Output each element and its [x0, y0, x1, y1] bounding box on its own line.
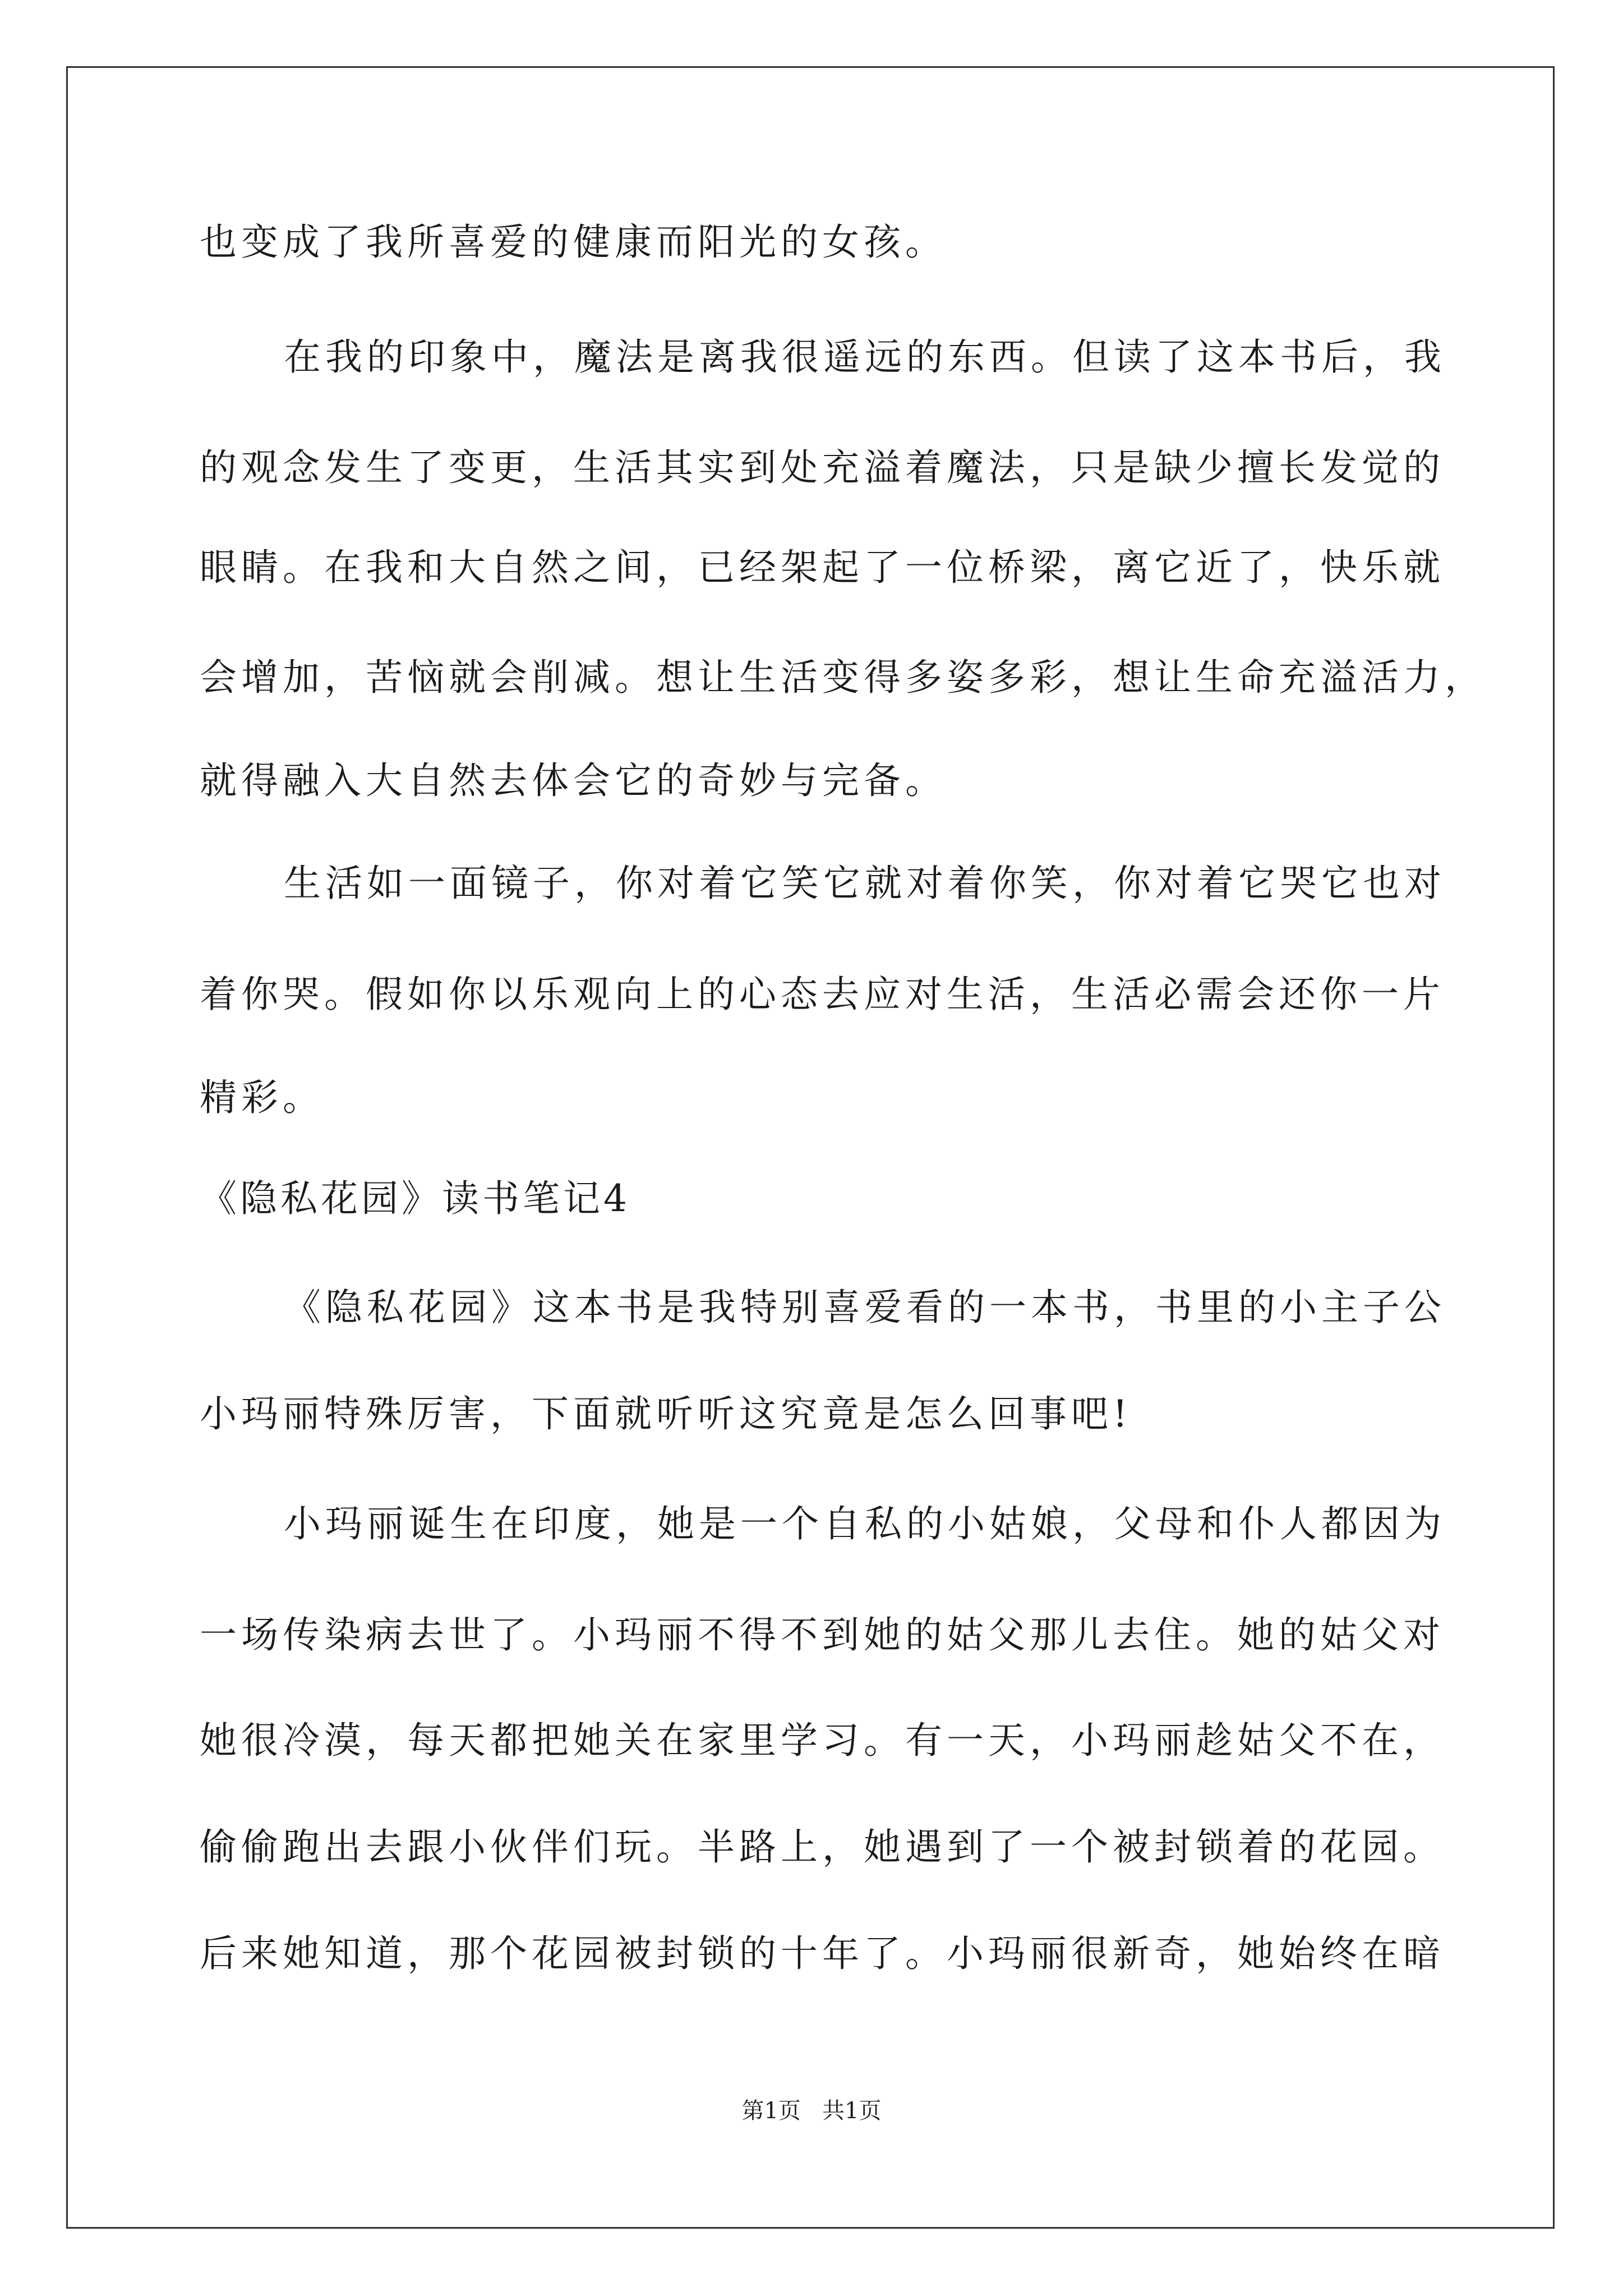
- paragraph-line: 小玛丽诞生在印度，她是一个自私的小姑娘，父母和仆人都因为: [284, 1502, 1446, 1545]
- paragraph-line: 的观念发生了变更，生活其实到处充溢着魔法，只是缺少擅长发觉的: [200, 446, 1445, 489]
- paragraph-line: 她很冷漠，每天都把她关在家里学习。有一天，小玛丽趁姑父不在，: [200, 1719, 1445, 1762]
- paragraph-line: 眼睛。在我和大自然之间，已经架起了一位桥梁，离它近了，快乐就: [200, 546, 1445, 589]
- paragraph-line: 一场传染病去世了。小玛丽不得不到她的姑父那儿去住。她的姑父对: [200, 1613, 1445, 1657]
- paragraph-line: 在我的印象中，魔法是离我很遥远的东西。但读了这本书后，我: [284, 335, 1446, 379]
- page-footer: 第1页 共1页: [741, 2098, 882, 2124]
- paragraph-line: 会增加，苦恼就会削减。想让生活变得多姿多彩，想让生命充溢活力，: [200, 656, 1486, 699]
- paragraph-line: 着你哭。假如你以乐观向上的心态去应对生活，生活必需会还你一片: [200, 973, 1445, 1016]
- page-border: [66, 66, 1555, 2229]
- paragraph-line: 小玛丽特殊厉害，下面就听听这究竟是怎么回事吧!: [200, 1392, 1132, 1435]
- paragraph-line: 偷偷跑出去跟小伙伴们玩。半路上，她遇到了一个被封锁着的花园。: [200, 1825, 1445, 1869]
- paragraph-line: 《隐私花园》这本书是我特别喜爱看的一本书，书里的小主子公: [284, 1286, 1446, 1329]
- paragraph-line: 也变成了我所喜爱的健康而阳光的女孩。: [200, 220, 947, 264]
- paragraph-line: 生活如一面镜子，你对着它笑它就对着你笑，你对着它哭它也对: [284, 862, 1446, 905]
- section-heading: 《隐私花园》读书笔记4: [200, 1177, 630, 1220]
- paragraph-line: 后来她知道，那个花园被封锁的十年了。小玛丽很新奇，她始终在暗: [200, 1932, 1445, 1975]
- paragraph-line: 就得融入大自然去体会它的奇妙与完备。: [200, 759, 947, 802]
- paragraph-line: 精彩。: [200, 1076, 324, 1119]
